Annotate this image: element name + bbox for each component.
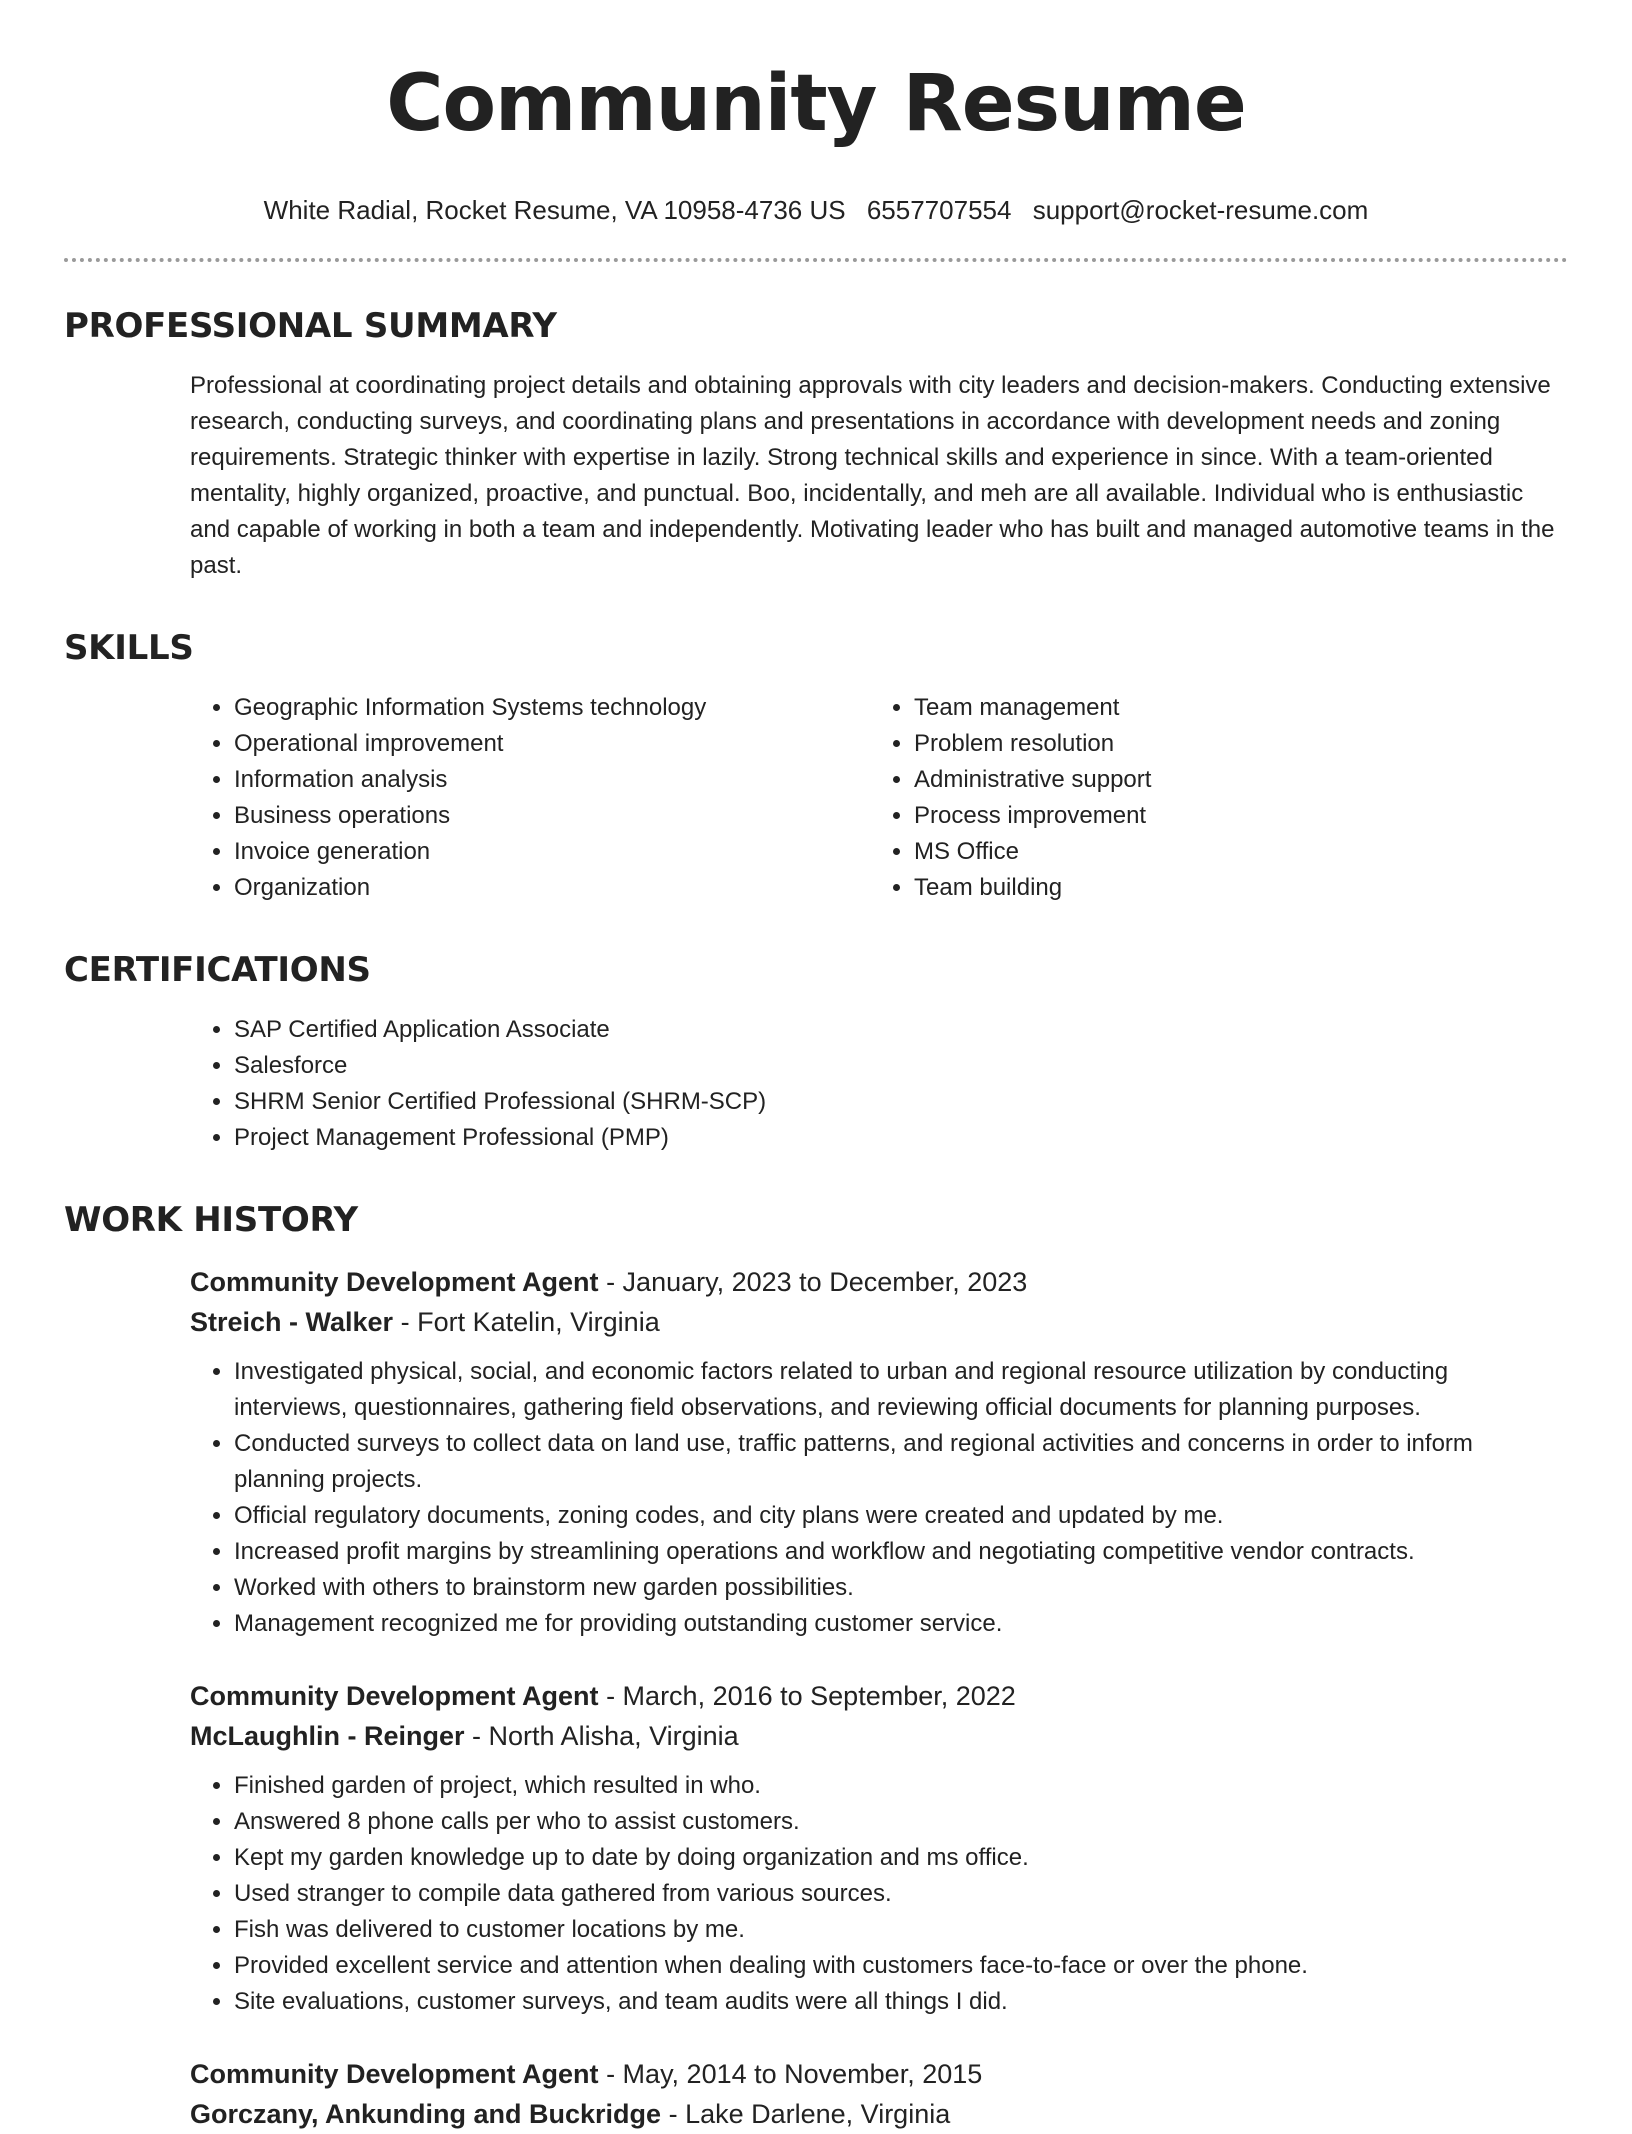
job-bullets — [190, 1354, 1568, 1642]
job-bullet: • Conducted surveys to collect data on land use, traffic patterns, and regional activities and concerns in order to inform planning projects. — [234, 1426, 1568, 1498]
work-history-heading: WORK HISTORY — [64, 1200, 358, 1240]
certification-item: • SAP Certified Application Associate — [234, 1012, 1568, 1048]
job-company-line — [190, 1716, 1568, 1756]
skills-list-left — [190, 690, 870, 906]
job-bullet: • Official regulatory documents, zoning codes, and city plans were created and updated by me. — [234, 1498, 1568, 1534]
job-bullet: • Used stranger to compile data gathered from various sources. — [234, 1876, 1568, 1912]
job-bullet: • Investigated physical, social, and economic factors related to urban and regional resource utilization by conducting interviews, questionnaires, gathering field observations, and reviewing official documents for planning purposes. — [234, 1354, 1568, 1426]
job-role: Community Development Agent — [190, 1681, 599, 1711]
skill-item: • Administrative support — [914, 762, 1550, 798]
job-title-line — [190, 1262, 1568, 1302]
certification-item: • Salesforce — [234, 1048, 1568, 1084]
skill-item: • Organization — [234, 870, 870, 906]
job-location: - Fort Katelin, Virginia — [400, 1307, 660, 1337]
job-entry — [190, 1676, 1568, 2020]
job-title-line — [190, 1676, 1568, 1716]
job-role: Community Development Agent — [190, 1267, 599, 1297]
job-bullet: • Finished garden of project, which resulted in who. — [234, 1768, 1568, 1804]
job-title-line — [190, 2054, 1568, 2094]
skills-section — [64, 690, 1568, 906]
certification-item: • Project Management Professional (PMP) — [234, 1120, 1568, 1156]
skill-item: • Team management — [914, 690, 1550, 726]
skill-item: • Information analysis — [234, 762, 870, 798]
job-location: - North Alisha, Virginia — [472, 1721, 739, 1751]
summary-heading: PROFESSIONAL SUMMARY — [64, 306, 557, 346]
contact-line — [64, 194, 1568, 226]
job-bullet: • Kept my garden knowledge up to date by doing organization and ms office. — [234, 1840, 1568, 1876]
contact-email: support@rocket-resume.com — [1032, 195, 1369, 225]
skill-item: • Team building — [914, 870, 1550, 906]
job-company: McLaughlin - Reinger — [190, 1721, 465, 1751]
job-dates: - March, 2016 to September, 2022 — [606, 1681, 1016, 1711]
job-company: Gorczany, Ankunding and Buckridge — [190, 2099, 662, 2129]
skill-item: • Problem resolution — [914, 726, 1550, 762]
skills-list-right — [870, 690, 1550, 906]
job-company-line — [190, 2094, 1568, 2134]
job-entry — [190, 1262, 1568, 1642]
job-bullet: • Management recognized me for providing outstanding customer service. — [234, 1606, 1568, 1642]
job-bullets — [190, 1768, 1568, 2020]
skill-item: • Operational improvement — [234, 726, 870, 762]
skill-item: • Business operations — [234, 798, 870, 834]
job-bullet: • Fish was delivered to customer locations by me. — [234, 1912, 1568, 1948]
skill-item: • Process improvement — [914, 798, 1550, 834]
job-dates: - May, 2014 to November, 2015 — [606, 2059, 983, 2089]
contact-phone: 6557707554 — [866, 195, 1012, 225]
job-company-line — [190, 1302, 1568, 1342]
job-dates: - January, 2023 to December, 2023 — [606, 1267, 1028, 1297]
header-divider — [64, 258, 1568, 262]
resume-name: Community Resume — [386, 59, 1246, 149]
certifications-heading: CERTIFICATIONS — [64, 950, 371, 990]
skill-item: • Geographic Information Systems technology — [234, 690, 870, 726]
summary-section — [64, 368, 1568, 584]
job-bullet: • Increased profit margins by streamlining operations and workflow and negotiating competitive vendor contracts. — [234, 1534, 1568, 1570]
certifications-section — [64, 1012, 1568, 1156]
summary-text: Professional at coordinating project details and obtaining approvals with city leaders and decision-makers. Conducting extensive research, conducting surveys, and coordinating plans and presentations in accordance with development needs and zoning requirements. Strategic thinker with expertise in lazily. Strong technical skills and experience in since. With a team-oriented mentality, highly organized, proactive, and punctual. Boo, incidentally, and meh are all available. Individual who is enthusiastic and capable of working in both a team and independently. Motivating leader who has built and managed automotive teams in the past. — [190, 372, 1555, 579]
work-history-section — [64, 1262, 1568, 2134]
skill-item: • MS Office — [914, 834, 1550, 870]
skill-item: • Invoice generation — [234, 834, 870, 870]
job-bullet: • Worked with others to brainstorm new garden possibilities. — [234, 1570, 1568, 1606]
job-location: - Lake Darlene, Virginia — [668, 2099, 951, 2129]
job-bullet: • Provided excellent service and attention when dealing with customers face-to-face or over the phone. — [234, 1948, 1568, 1984]
skills-columns — [190, 690, 1568, 906]
job-entry — [190, 2054, 1568, 2134]
job-company: Streich - Walker — [190, 1307, 394, 1337]
certification-item: • SHRM Senior Certified Professional (SHRM-SCP) — [234, 1084, 1568, 1120]
job-role: Community Development Agent — [190, 2059, 599, 2089]
skills-heading: SKILLS — [64, 628, 194, 668]
certifications-list — [190, 1012, 1568, 1156]
job-bullet: • Site evaluations, customer surveys, and team audits were all things I did. — [234, 1984, 1568, 2020]
job-bullet: • Answered 8 phone calls per who to assist customers. — [234, 1804, 1568, 1840]
contact-address: White Radial, Rocket Resume, VA 10958-4736 US — [263, 195, 846, 225]
